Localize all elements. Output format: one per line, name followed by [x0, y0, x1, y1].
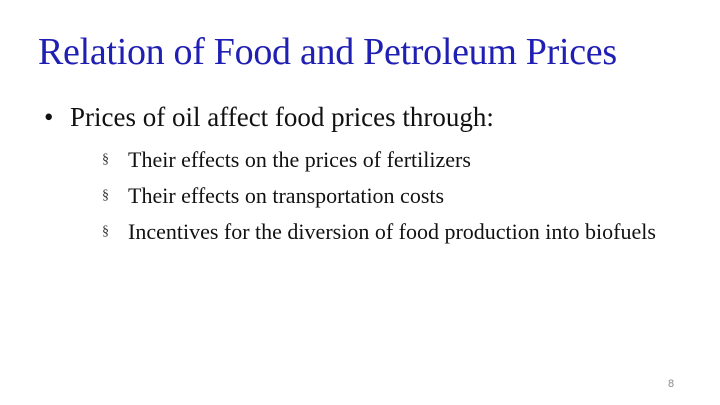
sub-bullet-text: Their effects on the prices of fertilizers — [128, 147, 471, 172]
bullet-text: Prices of oil affect food prices through: — [70, 102, 494, 132]
bullet-list — [44, 100, 694, 252]
sub-bullet-list — [102, 144, 694, 248]
sub-bullet-item — [102, 144, 694, 176]
sub-bullet-item — [102, 180, 694, 212]
bullet-marker: • — [44, 102, 54, 132]
sub-bullet-marker: § — [102, 224, 109, 239]
page-number: 8 — [668, 378, 675, 390]
sub-bullet-marker: § — [102, 152, 109, 167]
slide-title: Relation of Food and Petroleum Prices — [38, 31, 617, 73]
sub-bullet-marker: § — [102, 188, 109, 203]
sub-bullet-item — [102, 216, 694, 248]
sub-bullet-text: Their effects on transportation costs — [128, 183, 445, 208]
bullet-item — [44, 100, 694, 134]
sub-bullet-text: Incentives for the diversion of food production into biofuels — [128, 219, 656, 244]
